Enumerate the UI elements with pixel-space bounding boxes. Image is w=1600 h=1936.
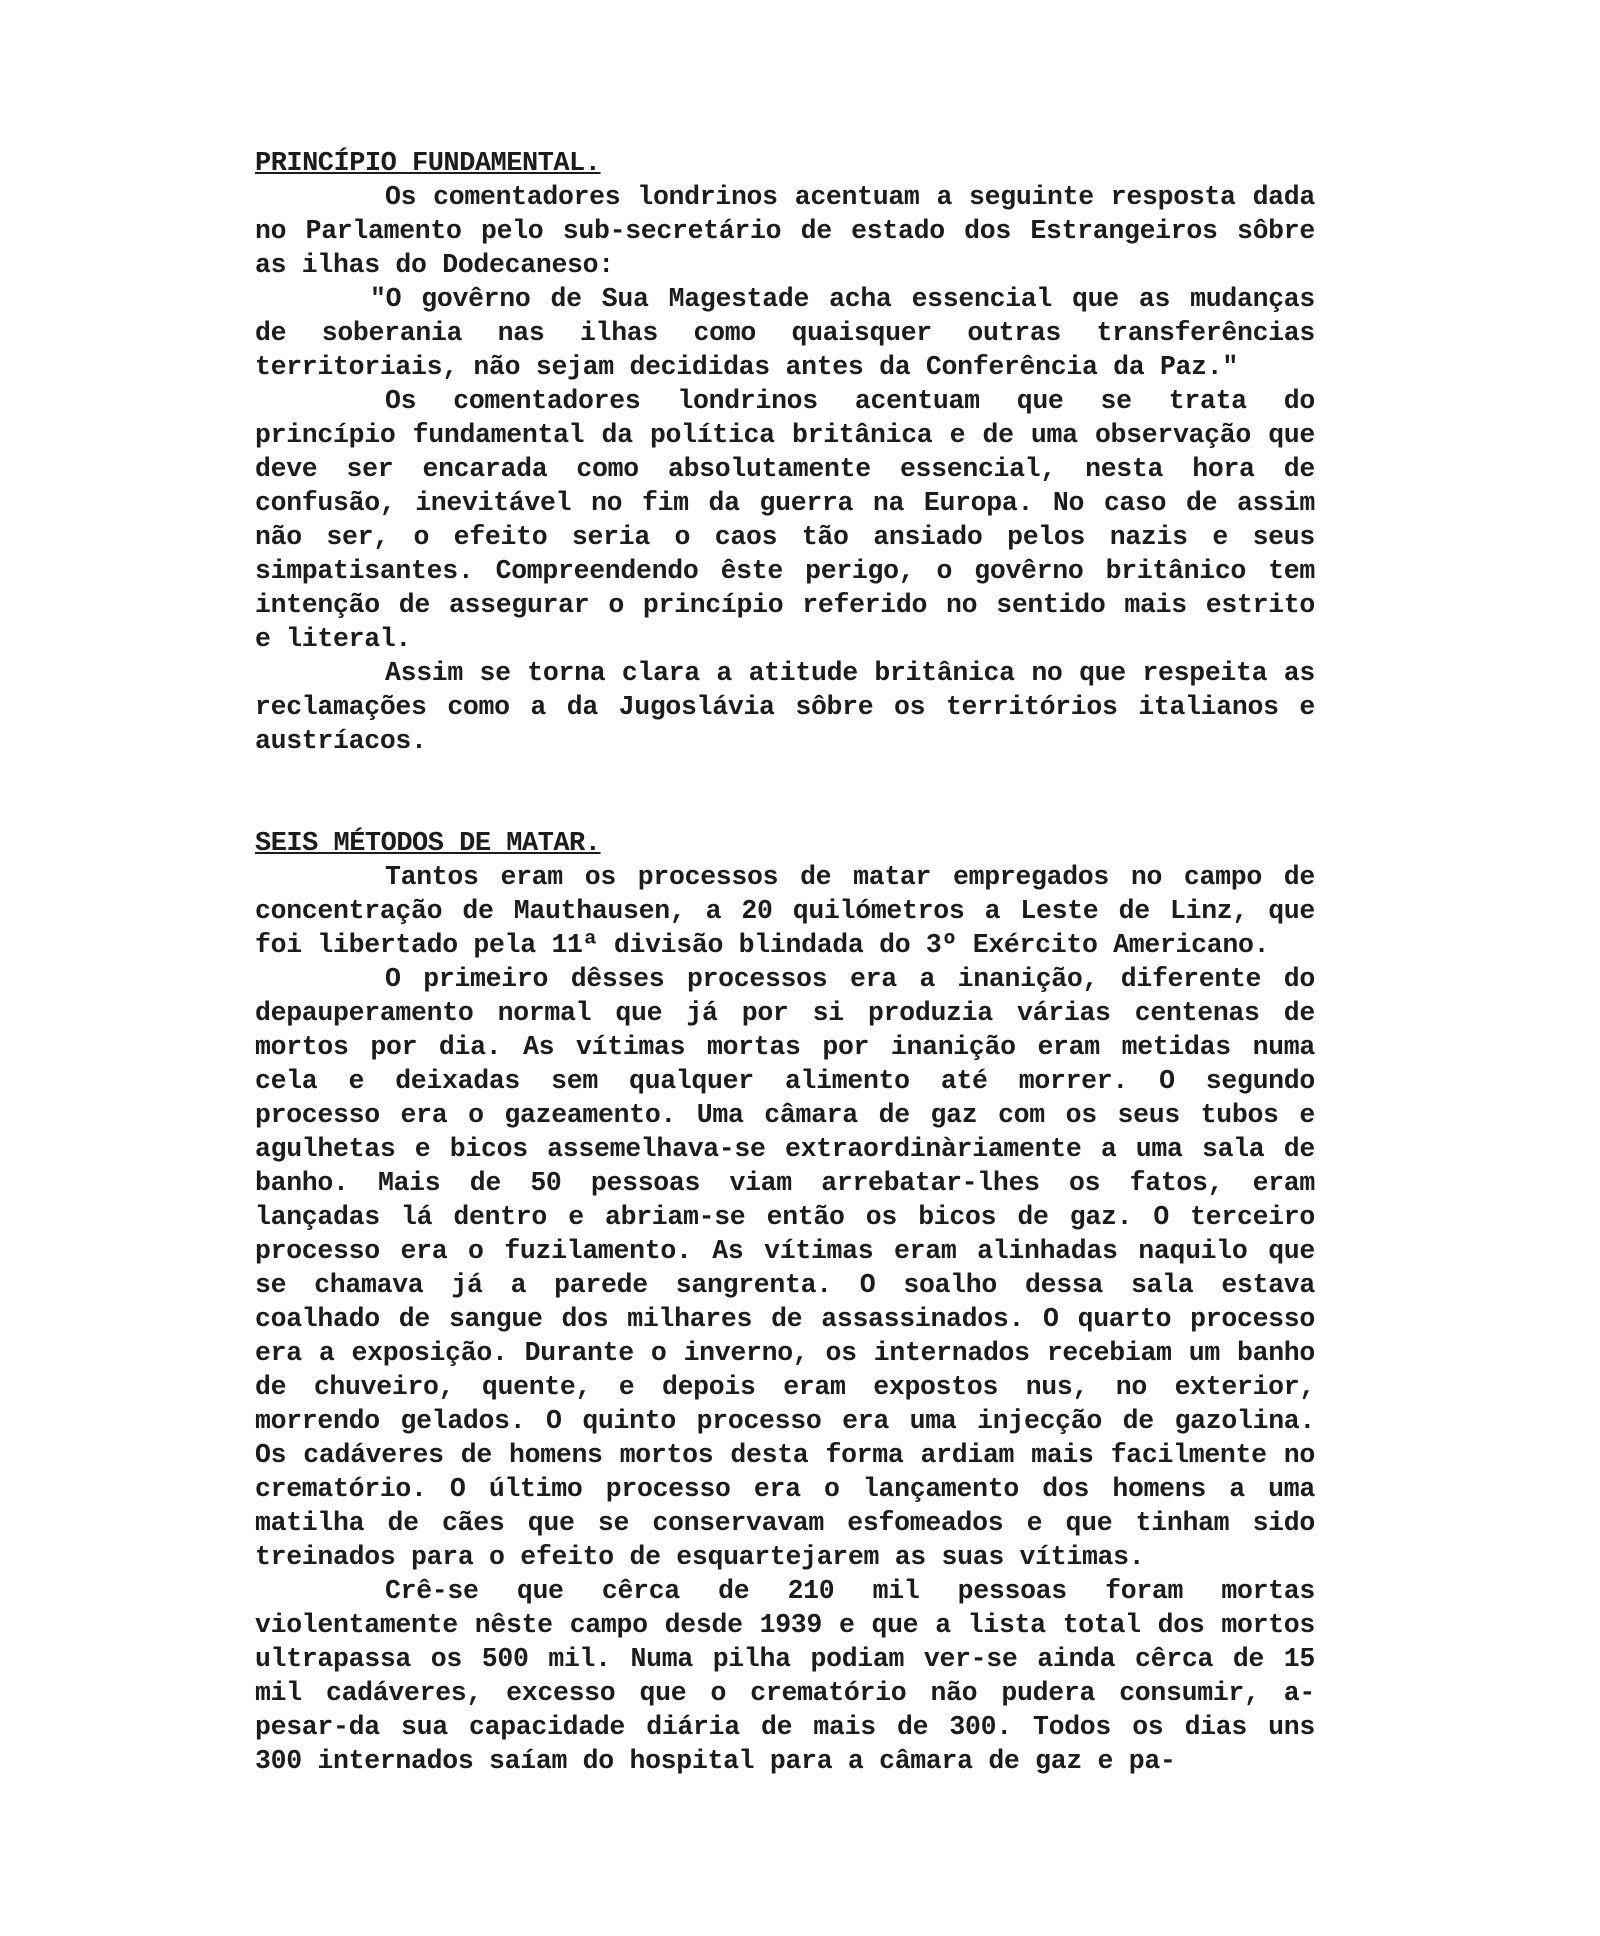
- paragraph: O primeiro dêsses processos era a inanição, diferente do depauperamento normal que já por si produzia várias centenas de mortos por dia. As vítimas mortas por inanição eram metidas numa cela e deixadas sem qualquer alimento até morrer. O segundo processo era o gazeamento. Uma câmara de gaz com os seus tubos e agulhetas e bicos assemelhava-se extraordinàriamente a uma sala de banho. Mais de 50 pessoas viam arrebatar-lhes os fatos, eram lançadas lá dentro e abriam-se então os bicos de gaz. O terceiro processo era o fuzilamento. As vítimas eram alinhadas naquilo que se chamava já a parede sangrenta. O soalho dessa sala estava coalhado de sangue dos milhares de assassinados. O quarto processo era a exposição. Durante o inverno, os internados recebiam um banho de chuveiro, quente, e depois eram expostos nus, no exterior, morrendo gelados. O quinto processo era uma injecção de gazolina. Os cadáveres de homens mortos desta forma ardiam mais facilmente no crematório. O último processo era o lançamento dos homens a uma matilha de cães que se conservavam esfomeados e que tinham sido treinados para o efeito de esquartejarem as suas vítimas.: [255, 964, 1315, 1572]
- paragraph: Crê-se que cêrca de 210 mil pessoas foram mortas violentamente nêste campo desde 1939 e que a lista total dos mortos ultrapassa os 500 mil. Numa pilha podiam ver-se ainda cêrca de 15 mil cadáveres, excesso que o crematório não pudera consumir, a-pesar-da sua capacidade diária de mais de 300. Todos os dias uns 300 internados saíam do hospital para a câmara de gaz e pa-: [255, 1576, 1315, 1776]
- section-heading: SEIS MÉTODOS DE MATAR.: [255, 829, 601, 859]
- section-seis-metodos: [255, 828, 1315, 1778]
- section-heading: PRINCÍPIO FUNDAMENTAL.: [255, 149, 601, 179]
- paragraph: Os comentadores londrinos acentuam a seguinte resposta dada no Parlamento pelo sub-secretário de estado dos Estrangeiros sôbre as ilhas do Dodecaneso:: [255, 182, 1315, 280]
- section-principio-fundamental: [255, 148, 1315, 758]
- paragraph: Tantos eram os processos de matar empregados no campo de concentração de Mauthausen, a 20 quilómetros a Leste de Linz, que foi libertado pela 11ª divisão blindada do 3º Exército Americano.: [255, 862, 1315, 960]
- paragraph: Os comentadores londrinos acentuam que se trata do princípio fundamental da política britânica e de uma observação que deve ser encarada como absolutamente essencial, nesta hora de confusão, inevitável no fim da guerra na Europa. No caso de assim não ser, o efeito seria o caos tão ansiado pelos nazis e seus simpatisantes. Compreendendo êste perigo, o govêrno britânico tem intenção de assegurar o princípio referido no sentido mais estrito e literal.: [255, 386, 1315, 654]
- paragraph: Assim se torna clara a atitude britânica no que respeita as reclamações como a da Jugoslávia sôbre os territórios italianos e austríacos.: [255, 658, 1315, 756]
- quote-paragraph: "O govêrno de Sua Magestade acha essencial que as mudanças de soberania nas ilhas como quaisquer outras transferências territoriais, não sejam decididas antes da Conferência da Paz.": [255, 284, 1315, 382]
